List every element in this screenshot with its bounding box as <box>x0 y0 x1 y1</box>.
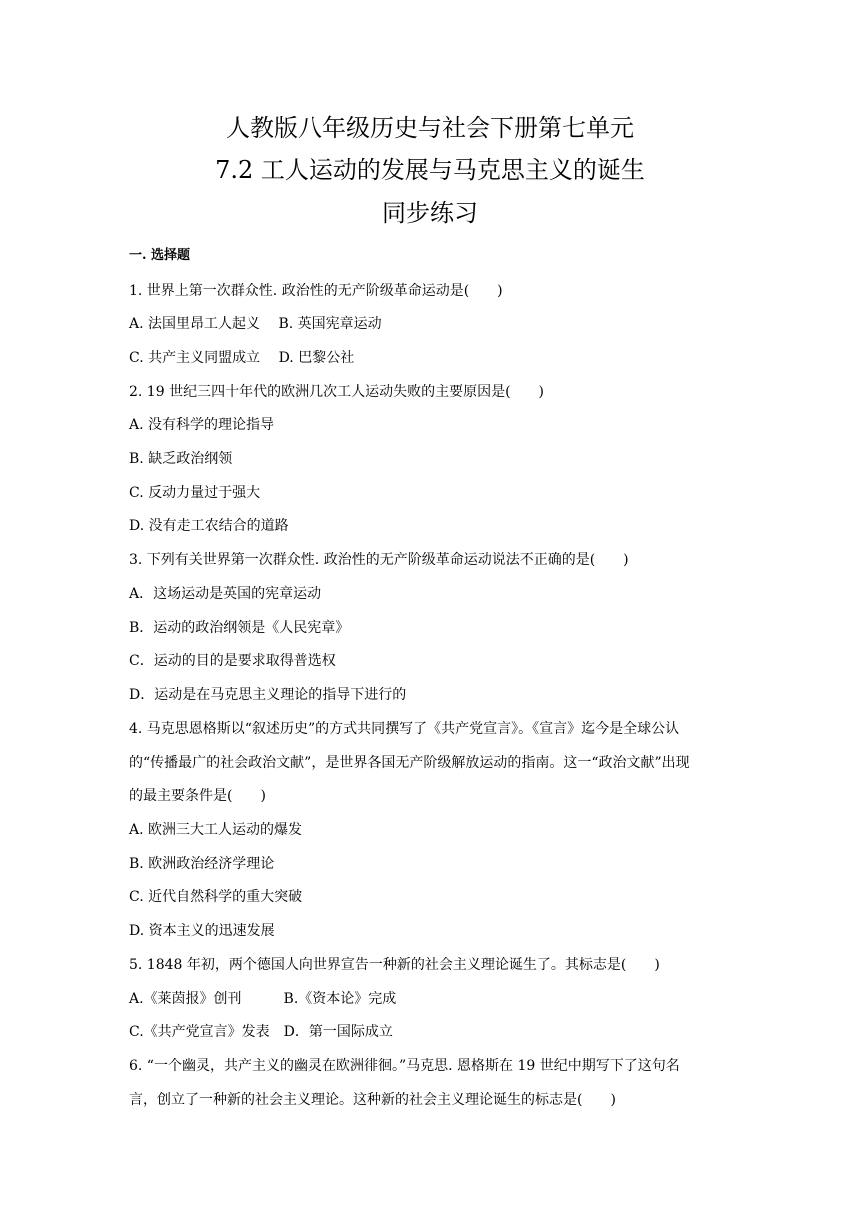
question-1-options-ab: A. 法国里昂工人起义 B. 英国宪章运动 <box>129 316 382 332</box>
question-5-options-cd: C.《共产党宣言》发表 D．第一国际成立 <box>129 1024 393 1040</box>
question-1-options-cd: C. 共产主义同盟成立 D. 巴黎公社 <box>129 350 355 366</box>
question-4-option-b: B. 欧洲政治经济学理论 <box>129 856 275 872</box>
question-2-option-a: A. 没有科学的理论指导 <box>129 417 275 433</box>
question-5-options-ab: A.《莱茵报》创刊 B.《资本论》完成 <box>129 991 397 1007</box>
question-2-stem: 2. 19 世纪三四十年代的欧洲几次工人运动失败的主要原因是( ) <box>129 384 544 400</box>
question-2-option-b: B. 缺乏政治纲领 <box>129 451 233 467</box>
question-3-option-d: D．运动是在马克思主义理论的指导下进行的 <box>129 687 407 703</box>
question-3-stem: 3. 下列有关世界第一次群众性. 政治性的无产阶级革命运动说法不正确的是( ) <box>129 552 629 568</box>
question-6-stem-line-1: 6. “一个幽灵，共产主义的幽灵在欧洲徘徊。”马克思. 恩格斯在 19 世纪中期写下了这句名 <box>129 1058 680 1074</box>
question-4-option-c: C. 近代自然科学的重大突破 <box>129 889 303 905</box>
question-4-stem-line-1: 4. 马克思恩格斯以“叙述历史”的方式共同撰写了《共产党宣言》。《宣言》迄今是全球公认 <box>129 721 680 737</box>
section-heading: 一. 选择题 <box>129 248 191 263</box>
question-3-option-a: A．这场运动是英国的宪章运动 <box>129 586 322 602</box>
question-4-stem-line-3: 的最主要条件是( ) <box>129 788 266 804</box>
question-2-option-d: D. 没有走工农结合的道路 <box>129 518 289 534</box>
question-4-option-a: A. 欧洲三大工人运动的爆发 <box>129 822 303 838</box>
question-3-option-b: B．运动的政治纲领是《人民宪章》 <box>129 620 350 636</box>
question-5-stem: 5. 1848 年初，两个德国人向世界宣告一种新的社会主义理论诞生了。其标志是( ) <box>129 957 660 973</box>
question-6-stem-line-2: 言，创立了一种新的社会主义理论。这种新的社会主义理论诞生的标志是( ) <box>129 1092 616 1108</box>
question-3-option-c: C．运动的目的是要求取得普选权 <box>129 653 336 669</box>
question-4-option-d: D. 资本主义的迅速发展 <box>129 923 275 939</box>
question-4-stem-line-2: 的“传播最广的社会政治文献”，是世界各国无产阶级解放运动的指南。这一“政治文献”出现 <box>129 755 690 771</box>
document-title-line-1: 人教版八年级历史与社会下册第七单元 <box>226 114 634 142</box>
question-1-stem: 1. 世界上第一次群众性. 政治性的无产阶级革命运动是( ) <box>129 283 503 299</box>
question-2-option-c: C. 反动力量过于强大 <box>129 485 261 501</box>
document-title-line-2: 7.2 工人运动的发展与马克思主义的诞生 <box>215 156 645 184</box>
document-title-line-3: 同步练习 <box>382 199 478 227</box>
